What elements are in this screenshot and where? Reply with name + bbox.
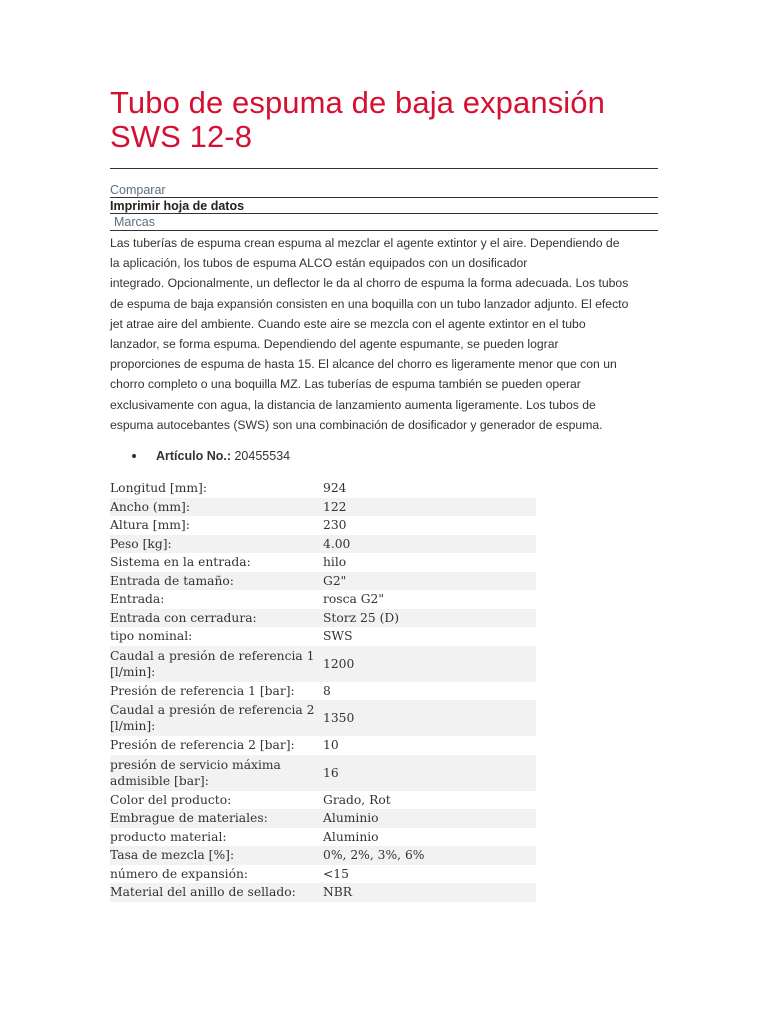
spec-label: presión de servicio máxima admisible [bar]: bbox=[110, 757, 281, 788]
spec-row bbox=[110, 646, 536, 682]
spec-label: Peso [kg]: bbox=[110, 536, 172, 551]
spec-value: 16 bbox=[323, 765, 339, 780]
spec-value: 8 bbox=[323, 683, 331, 698]
spec-label: tipo nominal: bbox=[110, 629, 193, 644]
spec-label: número de expansión: bbox=[110, 866, 249, 881]
spec-value: 230 bbox=[323, 518, 347, 533]
description-line: lanzador, se forma espuma. Dependiendo del agente espumante, se pueden lograr bbox=[110, 337, 559, 352]
spec-value: Aluminio bbox=[323, 829, 379, 844]
spec-value: 1350 bbox=[323, 711, 355, 726]
spec-row bbox=[110, 755, 536, 791]
page-title-line1: Tubo de espuma de baja expansión bbox=[110, 85, 605, 120]
spec-row bbox=[110, 682, 536, 701]
specs-table bbox=[110, 479, 536, 902]
print-datasheet-link[interactable]: Imprimir hoja de datos bbox=[110, 197, 658, 213]
spec-value: 924 bbox=[323, 481, 347, 496]
article-number-item bbox=[110, 447, 658, 465]
spec-row bbox=[110, 736, 536, 755]
article-number-value: 20455534 bbox=[234, 449, 291, 464]
spec-label: Color del producto: bbox=[110, 792, 232, 807]
spec-row bbox=[110, 828, 536, 847]
spec-label: Entrada: bbox=[110, 592, 165, 607]
spec-label: Material del anillo de sellado: bbox=[110, 885, 296, 900]
spec-label: Altura [mm]: bbox=[110, 518, 190, 533]
spec-row bbox=[110, 809, 536, 828]
spec-label: Tasa de mezcla [%]: bbox=[110, 848, 235, 863]
compare-link[interactable]: Comparar bbox=[110, 183, 166, 197]
spec-row bbox=[110, 791, 536, 810]
title-divider bbox=[110, 168, 658, 169]
spec-row bbox=[110, 516, 536, 535]
spec-row bbox=[110, 590, 536, 609]
spec-value: Grado, Rot bbox=[323, 792, 391, 807]
product-content bbox=[110, 86, 658, 902]
spec-label: Caudal a presión de referencia 2 [l/min]: bbox=[110, 703, 315, 734]
spec-label: Embrague de materiales: bbox=[110, 811, 268, 826]
spec-row bbox=[110, 553, 536, 572]
spec-label: Sistema en la entrada: bbox=[110, 555, 251, 570]
spec-label: Entrada con cerradura: bbox=[110, 610, 257, 625]
spec-row bbox=[110, 846, 536, 865]
spec-value: 0%, 2%, 3%, 6% bbox=[323, 848, 425, 863]
product-description bbox=[110, 233, 658, 435]
description-line: de espuma de baja expansión consisten en una boquilla con un tubo lanzador adjunto. El efecto bbox=[110, 296, 629, 311]
spec-label: producto material: bbox=[110, 829, 227, 844]
description-line: espuma autocebantes (SWS) son una combinación de dosificador y generador de espuma. bbox=[110, 417, 603, 432]
description-line: jet atrae aire del ambiente. Cuando este aire se mezcla con el agente extintor en el tubo bbox=[110, 316, 586, 331]
spec-row bbox=[110, 700, 536, 736]
description-line: proporciones de espuma de hasta 15. El alcance del chorro es ligeramente menor que con un bbox=[110, 357, 617, 372]
page-title bbox=[110, 86, 658, 154]
description-line: Las tuberías de espuma crean espuma al mezclar el agente extintor y el aire. Dependiendo de bbox=[110, 236, 620, 250]
spec-value: Aluminio bbox=[323, 811, 379, 826]
spec-row bbox=[110, 865, 536, 884]
spec-value: SWS bbox=[323, 629, 353, 644]
article-list bbox=[110, 447, 658, 465]
spec-label: Entrada de tamaño: bbox=[110, 573, 234, 588]
spec-label: Caudal a presión de referencia 1 [l/min]: bbox=[110, 648, 315, 679]
page-title-line2: SWS 12-8 bbox=[110, 119, 253, 154]
description-line: chorro completo o una boquilla MZ. Las tuberías de espuma también se pueden operar bbox=[110, 377, 581, 392]
spec-value: 122 bbox=[323, 499, 347, 514]
spec-row bbox=[110, 535, 536, 554]
spec-label: Ancho (mm]: bbox=[110, 499, 190, 514]
spec-label: Presión de referencia 1 [bar]: bbox=[110, 683, 295, 698]
article-number-label: Artículo No.: bbox=[156, 449, 231, 464]
spec-value: 10 bbox=[323, 738, 339, 753]
spec-value: <15 bbox=[323, 866, 349, 881]
spec-label: Longitud [mm]: bbox=[110, 481, 207, 496]
spec-value: G2" bbox=[323, 573, 347, 588]
spec-value: 4.00 bbox=[323, 536, 351, 551]
spec-row bbox=[110, 498, 536, 517]
spec-row bbox=[110, 883, 536, 902]
spec-row bbox=[110, 627, 536, 646]
description-line: exclusivamente con agua, la distancia de lanzamiento aumenta ligeramente. Los tubos de bbox=[110, 397, 596, 412]
links-divider bbox=[110, 230, 658, 231]
spec-value: hilo bbox=[323, 555, 347, 570]
spec-row bbox=[110, 479, 536, 498]
brands-link[interactable]: Marcas bbox=[110, 213, 658, 229]
spec-value: rosca G2" bbox=[323, 592, 385, 607]
spec-value: 1200 bbox=[323, 656, 355, 671]
description-line: la aplicación, los tubos de espuma ALCO están equipados con un dosificador bbox=[110, 256, 528, 271]
spec-label: Presión de referencia 2 [bar]: bbox=[110, 738, 295, 753]
spec-row bbox=[110, 572, 536, 591]
spec-value: Storz 25 (D) bbox=[323, 610, 400, 625]
spec-value: NBR bbox=[323, 885, 353, 900]
description-line: integrado. Opcionalmente, un deflector le da al chorro de espuma la forma adecuada. Los tubos bbox=[110, 276, 629, 291]
bullet-icon bbox=[132, 454, 136, 458]
spec-row bbox=[110, 609, 536, 628]
